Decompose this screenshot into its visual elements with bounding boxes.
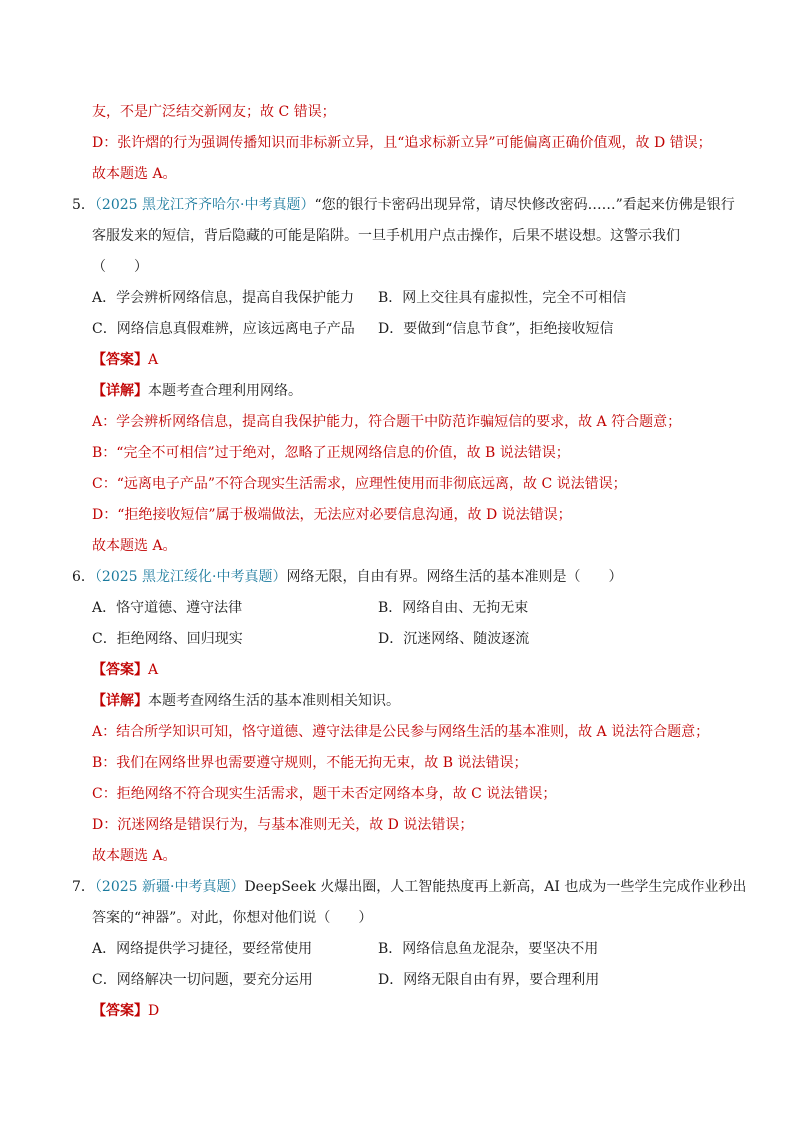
- q6-option-a: A．恪守道德、遵守法律: [92, 600, 243, 616]
- q5-detail-intro: 本题考查合理利用网络。: [148, 383, 302, 399]
- q5-explain-d: D：“拒绝接收短信”属于极端做法，无法应对必要信息沟通，故 D 说法错误；: [92, 507, 572, 523]
- q5-explain-c: C：“远离电子产品”不符合现实生活需求，应理性使用而非彻底远离，故 C 说法错误；: [92, 476, 627, 492]
- prev-explain-c: 友，不是广泛结交新网友；故 C 错误；: [92, 104, 336, 120]
- q7-stem-line-2: 答案的“神器”。对此，你想对他们说（ ）: [92, 910, 373, 926]
- q7-answer-value: D: [148, 1003, 160, 1019]
- q6-stem-line-1: [72, 567, 622, 587]
- q7-option-d: D．网络无限自由有界，要合理利用: [378, 972, 600, 988]
- prev-explain-d: D：张许熠的行为强调传播知识而非标新立异，且“追求标新立异”可能偏离正确价值观，故 D 错误；: [92, 135, 712, 151]
- q6-explain-b: B：我们在网络世界也需要遵守规则，不能无拘无束，故 B 说法错误；: [92, 755, 528, 771]
- q5-detail: [92, 381, 302, 401]
- q5-option-d: D．要做到“信息节食”，拒绝接收短信: [378, 321, 614, 337]
- q5-conclusion: 故本题选 A。: [92, 538, 177, 554]
- q7-option-a: A．网络提供学习捷径，要经常使用: [92, 941, 313, 957]
- q5-detail-tag: 【详解】: [92, 383, 148, 399]
- q6-answer-tag: 【答案】: [92, 662, 148, 678]
- q5-option-b: B．网上交往具有虚拟性，完全不可相信: [378, 290, 627, 306]
- q6-detail-intro: 本题考查网络生活的基本准则相关知识。: [148, 693, 400, 709]
- q6-explain-a: A：结合所学知识可知，恪守道德、遵守法律是公民参与网络生活的基本准则，故 A 说法符合题意；: [92, 724, 710, 740]
- q5-answer-tag: 【答案】: [92, 352, 148, 368]
- q7-stem-text-1: DeepSeek 火爆出圈，人工智能热度再上新高，AI 也成为一些学生完成作业秒出: [244, 879, 747, 895]
- q7-option-c: C．网络解决一切问题，要充分运用: [92, 972, 313, 988]
- q5-stem-text-1: “您的银行卡密码出现异常，请尽快修改密码……”看起来仿佛是银行: [314, 197, 735, 213]
- q6-answer-value: A: [148, 662, 159, 678]
- q5-explain-b: B：“完全不可相信”过于绝对，忽略了正规网络信息的价值，故 B 说法错误；: [92, 445, 570, 461]
- q5-option-c: C．网络信息真假难辨，应该远离电子产品: [92, 321, 355, 337]
- q6-detail-tag: 【详解】: [92, 693, 148, 709]
- q5-explain-a: A：学会辨析网络信息，提高自我保护能力，符合题干中防范诈骗短信的要求，故 A 符合题意；: [92, 414, 682, 430]
- q6-option-d: D．沉迷网络、随波逐流: [378, 631, 530, 647]
- q6-conclusion: 故本题选 A。: [92, 848, 177, 864]
- q6-answer: [92, 660, 158, 680]
- prev-conclusion: 故本题选 A。: [92, 166, 177, 182]
- q6-stem-text-1: 网络无限，自由有界。网络生活的基本准则是（ ）: [286, 569, 623, 585]
- q6-option-b: B．网络自由、无拘无束: [378, 600, 529, 616]
- q6-explain-d: D：沉迷网络是错误行为，与基本准则无关，故 D 说法错误；: [92, 817, 474, 833]
- q7-answer-tag: 【答案】: [92, 1003, 148, 1019]
- q7-answer: [92, 1001, 159, 1021]
- q7-source: （2025 新疆·中考真题）: [94, 879, 245, 895]
- q5-stem-line-1: [72, 195, 735, 215]
- q5-answer-blank: （ ）: [92, 259, 148, 275]
- q7-option-b: B．网络信息鱼龙混杂，要坚决不用: [378, 941, 599, 957]
- q5-stem-line-2: 客服发来的短信，背后隐藏的可能是陷阱。一旦手机用户点击操作，后果不堪设想。这警示我们: [92, 228, 680, 244]
- q7-number: 7．: [72, 879, 95, 895]
- q5-answer-value: A: [148, 352, 159, 368]
- q6-option-c: C．拒绝网络、回归现实: [92, 631, 243, 647]
- q5-source: （2025 黑龙江齐齐哈尔·中考真题）: [94, 197, 315, 213]
- q5-option-a: A．学会辨析网络信息，提高自我保护能力: [92, 290, 355, 306]
- q7-stem-line-1: [72, 877, 746, 897]
- q6-number: 6．: [72, 569, 95, 585]
- q6-detail: [92, 691, 400, 711]
- q5-answer: [92, 350, 158, 370]
- q5-number: 5．: [72, 197, 95, 213]
- q6-source: （2025 黑龙江绥化·中考真题）: [94, 569, 287, 585]
- q6-explain-c: C：拒绝网络不符合现实生活需求，题干未否定网络本身，故 C 说法错误；: [92, 786, 557, 802]
